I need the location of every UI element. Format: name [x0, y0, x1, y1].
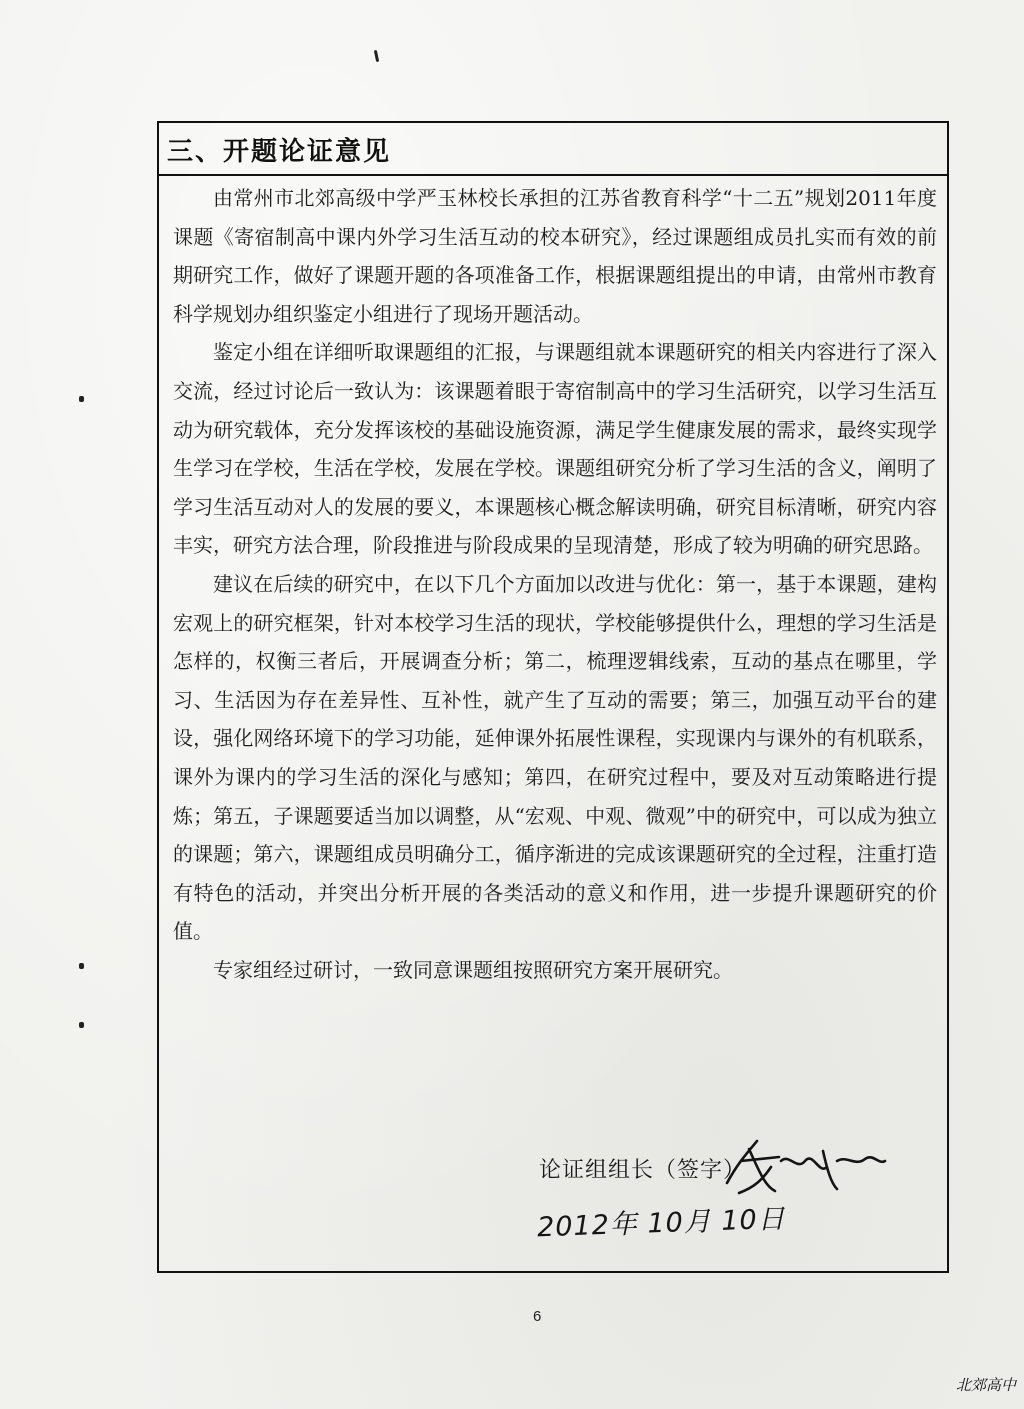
binding-hole-mark — [79, 963, 84, 969]
handwritten-signature — [719, 1131, 889, 1201]
paragraph-intro: 由常州市北郊高级中学严玉林校长承担的江苏省教育科学“十二五”规划2011年度课题《寄宿制高中课内外学习生活互动的校本研究》，经过课题组成员扎实而有效的前期研究工作，做好了课题开题的各项准备工作，根据课题组提出的申请，由常州市教育科学规划办组织鉴定小组进行了现场开题活动。 — [173, 186, 937, 326]
section-header — [159, 123, 947, 176]
opinion-form-box — [157, 121, 949, 1273]
signature-date: 2012年 10月 10日 — [536, 1203, 787, 1244]
binding-hole-mark — [79, 1022, 84, 1028]
binding-hole-mark — [79, 396, 84, 402]
page-number: 6 — [533, 1308, 542, 1325]
opinion-body — [173, 179, 937, 989]
watermark: 北郊高中 — [955, 1376, 1016, 1394]
signature-label: 论证组组长（签字） — [539, 1158, 747, 1183]
section-title: 三、开题论证意见 — [167, 137, 392, 167]
paragraph-evaluation: 鉴定小组在详细听取课题组的汇报，与课题组就本课题研究的相关内容进行了深入交流，经过讨论后一致认为：该课题着眼于寄宿制高中的学习生活研究，以学习生活互动为研究载体，充分发挥该校的基础设施资源，满足学生健康发展的需求，最终实现学生学习在学校，生活在学校，发展在学校。课题组研究分析了学习生活的含义，阐明了学习生活互动对人的发展的要义，本课题核心概念解读明确，研究目标清晰，研究内容丰实，研究方法合理，阶段推进与阶段成果的呈现清楚，形成了较为明确的研究思路。 — [173, 340, 937, 558]
paragraph-suggestions: 建议在后续的研究中，在以下几个方面加以改进与优化：第一，基于本课题，建构宏观上的研究框架，针对本校学习生活的现状，学校能够提供什么，理想的学习生活是怎样的，权衡三者后，开展调查分析；第二，梳理逻辑线索，互动的基点在哪里，学习、生活因为存在差异性、互补性，就产生了互动的需要；第三，加强互动平台的建设，强化网络环境下的学习功能，延伸课外拓展性课程，实现课内与课外的有机联系，课外为课内的学习生活的深化与感知；第四，在研究过程中，要及对互动策略进行提炼；第五，子课题要适当加以调整，从“宏观、中观、微观”中的研究中，可以成为独立的课题；第六，课题组成员明确分工，循序渐进的完成该课题研究的全过程，注重打造有特色的活动，并突出分析开展的各类活动的意义和作用，进一步提升课题研究的价值。 — [173, 571, 937, 944]
paragraph-conclusion: 专家组经过研讨，一致同意课题组按照研究方案开展研究。 — [213, 957, 733, 982]
